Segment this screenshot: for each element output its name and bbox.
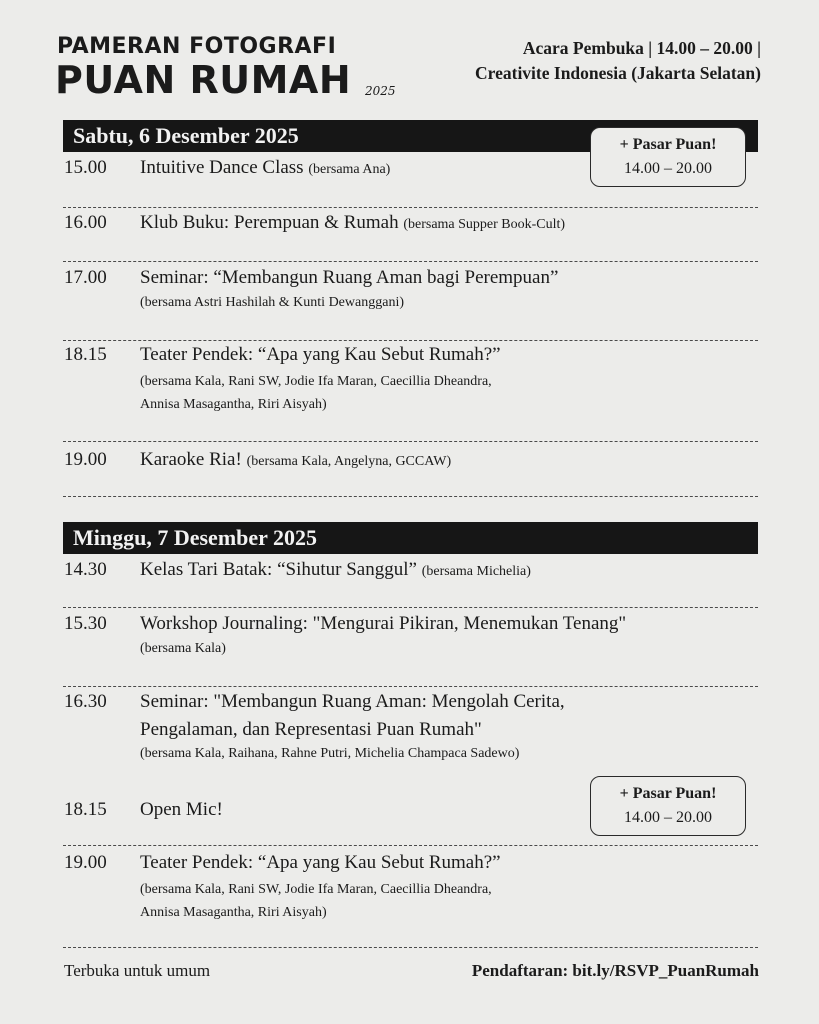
exhibition-year: 2025 <box>365 84 396 98</box>
divider <box>63 607 758 608</box>
divider <box>63 686 758 687</box>
event-time: 15.30 <box>64 613 107 634</box>
market-badge <box>590 776 746 836</box>
opening-info-line2: Creativite Indonesia (Jakarta Selatan) <box>475 63 761 83</box>
registration-link: Pendaftaran: bit.ly/RSVP_PuanRumah <box>471 961 759 980</box>
event-title-line <box>140 211 565 237</box>
event-title: Teater Pendek: “Apa yang Kau Sebut Rumah?” <box>140 852 501 873</box>
market-badge-time: 14.00 – 20.00 <box>624 809 712 826</box>
event-host: (bersama Ana) <box>308 162 391 177</box>
event-host: (bersama Kala, Rani SW, Jodie Ifa Maran, Caecillia Dheandra, <box>140 374 492 389</box>
divider <box>63 207 758 208</box>
event-time: 18.15 <box>64 344 107 365</box>
divider <box>63 845 758 846</box>
event-title: Teater Pendek: “Apa yang Kau Sebut Rumah?” <box>140 344 501 365</box>
event-time: 15.00 <box>64 157 107 178</box>
event-title-line <box>140 448 451 474</box>
event-host: (bersama Astri Hashilah & Kunti Dewanggani) <box>140 295 404 310</box>
open-to-public-note: Terbuka untuk umum <box>64 961 211 980</box>
market-badge-title: + Pasar Puan! <box>619 785 717 802</box>
event-title: Kelas Tari Batak: “Sihutur Sanggul” <box>140 559 417 580</box>
event-time: 14.30 <box>64 559 107 580</box>
event-time: 17.00 <box>64 267 107 288</box>
divider <box>63 340 758 341</box>
event-host: (bersama Kala, Rani SW, Jodie Ifa Maran, Caecillia Dheandra, <box>140 882 492 897</box>
event-host: (bersama Kala, Angelyna, GCCAW) <box>246 454 452 469</box>
exhibition-label: PAMERAN FOTOGRAFI <box>57 34 337 59</box>
event-title-continued: Pengalaman, dan Representasi Puan Rumah" <box>140 719 482 740</box>
event-host: (bersama Michelia) <box>421 564 531 579</box>
opening-info <box>475 36 761 86</box>
market-badge-time: 14.00 – 20.00 <box>624 160 712 177</box>
exhibition-title: PUAN RUMAH <box>55 58 352 102</box>
event-title: Seminar: “Membangun Ruang Aman bagi Perempuan” <box>140 267 559 288</box>
event-time: 19.00 <box>64 852 107 873</box>
day-header-sunday: Minggu, 7 Desember 2025 <box>63 522 758 554</box>
divider <box>63 441 758 442</box>
market-badge <box>590 127 746 187</box>
day-header-saturday: Sabtu, 6 Desember 2025 <box>63 120 758 152</box>
event-host: (bersama Kala, Raihana, Rahne Putri, Michelia Champaca Sadewo) <box>140 746 520 761</box>
event-time: 16.00 <box>64 212 107 233</box>
event-time: 18.15 <box>64 799 107 820</box>
event-title-line <box>140 558 531 584</box>
event-host-continued: Annisa Masagantha, Riri Aisyah) <box>140 905 327 920</box>
event-time: 19.00 <box>64 449 107 470</box>
event-host: (bersama Kala) <box>140 641 226 656</box>
event-title-line <box>140 156 390 182</box>
event-time: 16.30 <box>64 691 107 712</box>
event-title: Intuitive Dance Class <box>140 157 304 178</box>
opening-info-line1: Acara Pembuka | 14.00 – 20.00 | <box>522 38 761 58</box>
event-title: Workshop Journaling: "Mengurai Pikiran, Menemukan Tenang" <box>140 613 627 634</box>
event-host-continued: Annisa Masagantha, Riri Aisyah) <box>140 397 327 412</box>
divider <box>63 947 758 948</box>
event-host: (bersama Supper Book-Cult) <box>403 217 566 232</box>
market-badge-title: + Pasar Puan! <box>619 136 717 153</box>
divider <box>63 496 758 497</box>
event-title: Klub Buku: Perempuan & Rumah <box>140 212 399 233</box>
divider <box>63 261 758 262</box>
event-title: Seminar: "Membangun Ruang Aman: Mengolah Cerita, <box>140 691 565 712</box>
event-title: Karaoke Ria! <box>140 449 242 470</box>
event-title: Open Mic! <box>140 799 223 820</box>
